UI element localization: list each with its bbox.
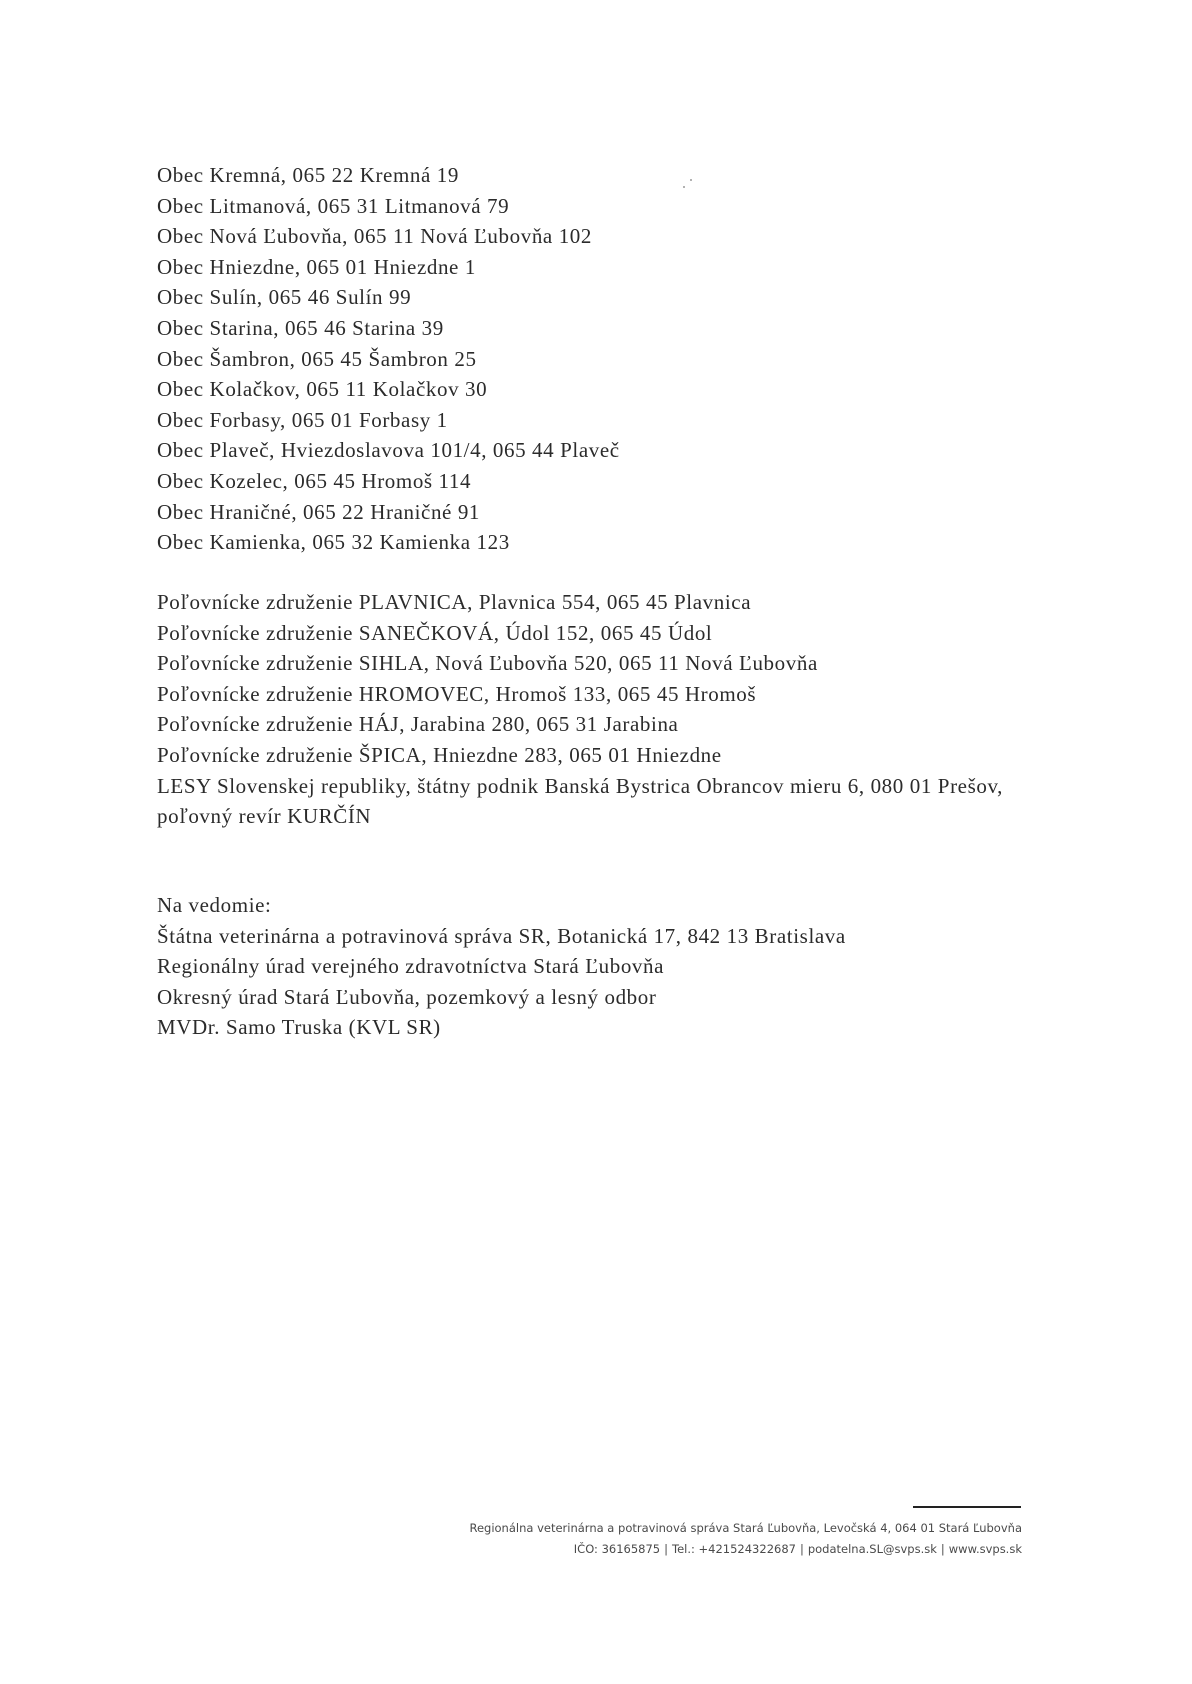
recipient-line: Obec Kremná, 065 22 Kremná 19 (157, 163, 459, 187)
footer-divider (913, 1506, 1021, 1508)
recipient-line: Obec Plaveč, Hviezdoslavova 101/4, 065 44 Plaveč (157, 438, 620, 463)
recipient-line: Obec Forbasy, 065 01 Forbasy 1 (157, 407, 448, 432)
hunting-association-recipient-list (157, 587, 1037, 832)
footer-separator: | (940, 1542, 945, 1556)
recipient-line: Poľovnícke združenie SANEČKOVÁ, Údol 152, 065 45 Údol (157, 620, 713, 645)
footer (469, 1518, 1022, 1560)
recipient-line: Poľovnícke združenie HROMOVEC, Hromoš 133, 065 45 Hromoš (157, 681, 757, 706)
recipient-line: Poľovnícke združenie SIHLA, Nová Ľubovňa 520, 065 11 Nová Ľubovňa (157, 651, 818, 676)
recipient-line: Poľovnícke združenie ŠPICA, Hniezdne 283, 065 01 Hniezdne (157, 742, 722, 767)
recipient-line: Obec Starina, 065 46 Starina 39 (157, 315, 444, 340)
recipient-line: Obec Hniezdne, 065 01 Hniezdne 1 (157, 254, 476, 279)
footer-phone: Tel.: +421524322687 (672, 1542, 796, 1556)
recipient-line: Poľovnícke združenie PLAVNICA, Plavnica 554, 065 45 Plavnica (157, 590, 752, 614)
recipient-line: Obec Kozelec, 065 45 Hromoš 114 (157, 468, 472, 493)
for-information-section (157, 890, 1037, 1043)
footer-separator: | (664, 1542, 668, 1556)
recipient-line: Regionálny úrad verejného zdravotníctva Stará Ľubovňa (157, 954, 665, 979)
footer-email-link[interactable]: podatelna.SL@svps.sk (807, 1542, 937, 1556)
footer-contacts (469, 1539, 1022, 1560)
recipient-line: Obec Litmanová, 065 31 Litmanová 79 (157, 193, 510, 218)
recipient-line: Obec Kolačkov, 065 11 Kolačkov 30 (157, 377, 488, 402)
footer-separator: | (799, 1542, 804, 1556)
footer-web-link[interactable]: www.svps.sk (948, 1542, 1022, 1556)
for-information-heading: Na vedomie: (157, 893, 272, 917)
recipient-line: LESY Slovenskej republiky, štátny podnik Banská Bystrica Obrancov mieru 6, 080 01 Prešov, poľovný revír KURČÍN (157, 773, 1004, 829)
recipient-line: Obec Šambron, 065 45 Šambron 25 (157, 346, 477, 371)
recipient-line: Obec Nová Ľubovňa, 065 11 Nová Ľubovňa 102 (157, 224, 592, 249)
footer-address: Regionálna veterinárna a potravinová správa Stará Ľubovňa, Levočská 4, 064 01 Stará Ľubovňa (469, 1521, 1022, 1535)
recipient-line: Obec Kamienka, 065 32 Kamienka 123 (157, 530, 510, 555)
recipient-line: Okresný úrad Stará Ľubovňa, pozemkový a lesný odbor (157, 984, 657, 1009)
recipient-line: Obec Hraničné, 065 22 Hraničné 91 (157, 499, 481, 524)
recipient-line: MVDr. Samo Truska (KVL SR) (157, 1015, 441, 1040)
recipient-line: Štátna veterinárna a potravinová správa SR, Botanická 17, 842 13 Bratislava (157, 923, 846, 948)
recipient-line: Obec Sulín, 065 46 Sulín 99 (157, 285, 412, 310)
municipality-recipient-list (157, 160, 1037, 558)
footer-ico: IČO: 36165875 (573, 1542, 661, 1556)
recipient-line: Poľovnícke združenie HÁJ, Jarabina 280, 065 31 Jarabina (157, 712, 679, 737)
